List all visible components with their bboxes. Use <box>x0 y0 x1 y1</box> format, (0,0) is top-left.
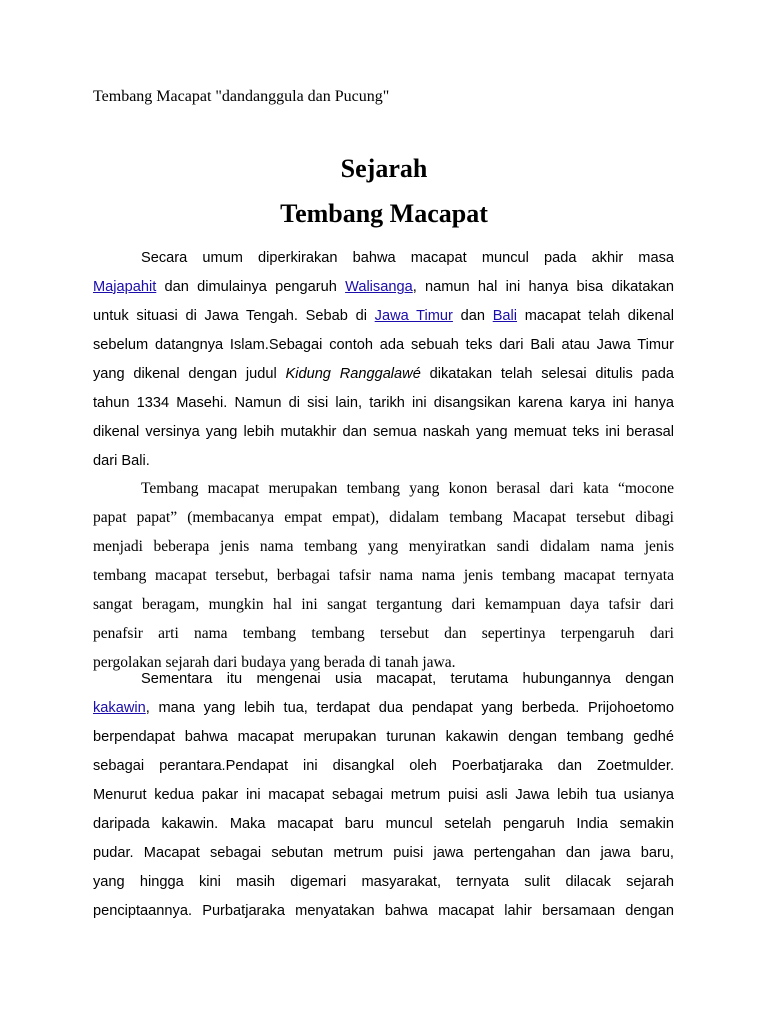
document-title: Tembang Macapat "dandanggula dan Pucung" <box>93 88 390 105</box>
paragraph-line: tahun 1334 Masehi. Namun di sisi lain, tarikh ini disangsikan karena karya ini hanya <box>93 395 674 411</box>
paragraph-line: yang hingga kini masih digemari masyarakat, ternyata sulit dilacak sejarah <box>93 874 674 890</box>
paragraph-line: sebelum datangnya Islam.Sebagai contoh ada sebuah teks dari Bali atau Jawa Timur <box>93 337 674 353</box>
paragraph-history-origin <box>93 244 674 476</box>
section-heading-line-2: Tembang Macapat <box>280 199 488 228</box>
text-run: untuk situasi di Jawa Tengah. Sebab di <box>93 308 375 324</box>
paragraph-line <box>93 273 674 302</box>
paragraph-line: Sementara itu mengenai usia macapat, terutama hubungannya dengan <box>141 671 674 687</box>
paragraph-line: papat papat” (membacanya empat empat), didalam tembang Macapat tersebut dibagi <box>93 509 674 526</box>
paragraph-line <box>93 360 674 389</box>
paragraph-line <box>93 302 674 331</box>
paragraph-line: Secara umum diperkirakan bahwa macapat muncul pada akhir masa <box>141 250 674 266</box>
paragraph-line: tembang macapat tersebut, berbagai tafsir nama nama jenis tembang macapat ternyata <box>93 567 674 584</box>
paragraph-line: dikenal versinya yang lebih mutakhir dan semua naskah yang memuat teks ini berasal <box>93 424 674 440</box>
text-run: , mana yang lebih tua, terdapat dua pendapat yang berbeda. Prijohoetomo <box>145 700 674 716</box>
paragraph-line: Tembang macapat merupakan tembang yang konon berasal dari kata “mocone <box>141 480 674 497</box>
paragraph-macapat-age <box>93 665 674 926</box>
text-run: dan <box>452 308 493 324</box>
link-jawa-timur[interactable]: Jawa Timur <box>374 308 453 324</box>
paragraph-line: dari Bali. <box>93 453 150 469</box>
text-run: macapat telah dikenal <box>517 308 675 324</box>
paragraph-line: pergolakan sejarah dari budaya yang berada di tanah jawa. <box>93 654 456 671</box>
paragraph-line: berpendapat bahwa macapat merupakan turunan kakawin dengan tembang gedhé <box>93 729 674 745</box>
paragraph-macapat-meaning <box>93 474 674 677</box>
paragraph-line: penafsir arti nama tembang tembang tersebut dan sepertinya terpengaruh dari <box>93 625 674 642</box>
link-bali[interactable]: Bali <box>492 308 518 324</box>
paragraph-line: daripada kakawin. Maka macapat baru muncul setelah pengaruh India semakin <box>93 816 674 832</box>
link-majapahit[interactable]: Majapahit <box>93 279 157 295</box>
paragraph-line <box>93 694 674 723</box>
section-heading-line-1: Sejarah <box>340 154 428 183</box>
link-walisanga[interactable]: Walisanga <box>345 279 413 295</box>
paragraph-line: penciptaannya. Purbatjaraka menyatakan bahwa macapat lahir bersamaan dengan <box>93 903 674 919</box>
paragraph-line: Menurut kedua pakar ini macapat sebagai metrum puisi asli Jawa lebih tua usianya <box>93 787 674 803</box>
text-run: dikatakan telah selesai ditulis pada <box>420 366 674 382</box>
text-run: , namun hal ini hanya bisa dikatakan <box>412 279 674 295</box>
text-run: dan dimulainya pengaruh <box>156 279 346 295</box>
paragraph-line: menjadi beberapa jenis nama tembang yang menyiratkan sandi didalam nama jenis <box>93 538 674 555</box>
italic-title: Kidung Ranggalawé <box>285 366 421 382</box>
paragraph-line: pudar. Macapat sebagai sebutan metrum puisi jawa pertengahan dan jawa baru, <box>93 845 674 861</box>
paragraph-line: sebagai perantara.Pendapat ini disangkal oleh Poerbatjaraka dan Zoetmulder. <box>93 758 674 774</box>
paragraph-line: sangat beragam, mungkin hal ini sangat tergantung dari kemampuan daya tafsir dari <box>93 596 674 613</box>
link-kakawin[interactable]: kakawin <box>93 700 146 716</box>
text-run: yang dikenal dengan judul <box>93 366 286 382</box>
